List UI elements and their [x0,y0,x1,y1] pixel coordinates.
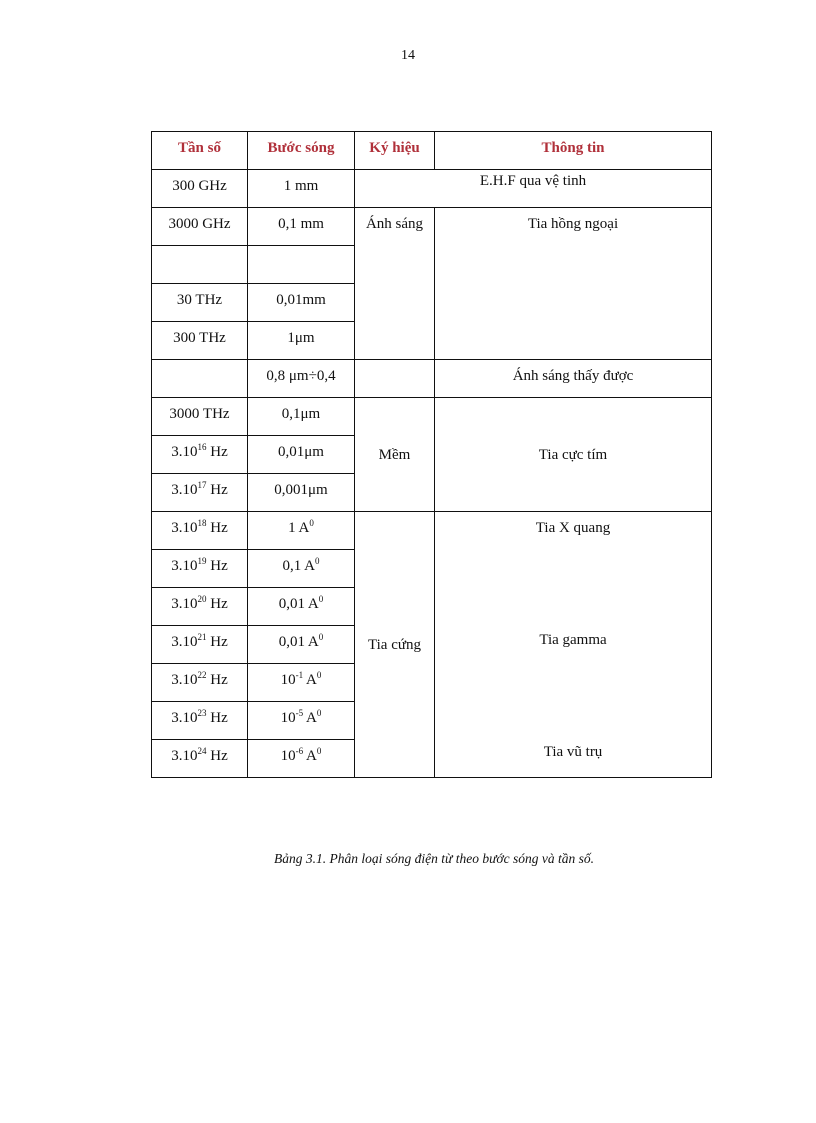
frequency-unit: Hz [206,748,228,764]
info-cell: Tia hồng ngoại [435,208,712,360]
frequency-unit: Hz [206,482,228,498]
wavelength-cell: 0,01mm [248,284,355,322]
frequency-exponent: 16 [197,442,207,452]
header-info: Thông tin [435,132,712,170]
frequency-unit: Hz [206,634,228,650]
frequency-base: 3.10 [171,482,198,498]
frequency-cell [152,436,248,474]
table-row [152,398,712,436]
frequency-cell [152,626,248,664]
wavelength-cell: 0,01μm [248,436,355,474]
wavelength-exponent: 0 [316,746,322,756]
table-header-row [152,132,712,170]
frequency-base: 3.10 [171,444,198,460]
wavelength-cell: 0,8 μm÷0,4 [248,360,355,398]
table-row [152,512,712,550]
header-frequency: Tần số [152,132,248,170]
info-spacer [437,656,709,736]
frequency-cell [152,512,248,550]
info-cell: Tia cực tím [435,398,712,512]
frequency-unit: Hz [206,710,228,726]
wavelength-cell [248,664,355,702]
wavelength-cell [248,626,355,664]
table-row [152,170,712,208]
frequency-base: 3.10 [171,748,198,764]
header-wavelength: Bước sóng [248,132,355,170]
wavelength-base: 0,1 A [282,558,315,574]
frequency-unit: Hz [206,596,228,612]
wavelength-exponent: 0 [318,594,324,604]
frequency-exponent: 24 [197,746,207,756]
symbol-cell: Tia cứng [355,512,435,778]
info-xray: Tia X quang [535,520,611,536]
frequency-exponent: 18 [197,518,207,528]
wavelength-prefix: 10 [280,710,296,726]
frequency-cell: 3000 GHz [152,208,248,246]
table-row [152,360,712,398]
frequency-exponent: 17 [197,480,207,490]
frequency-cell [152,246,248,284]
wavelength-cell [248,702,355,740]
frequency-cell: 3000 THz [152,398,248,436]
frequency-exponent: 23 [197,708,207,718]
frequency-unit: Hz [206,672,228,688]
frequency-cell [152,360,248,398]
wavelength-exponent: 0 [315,556,320,566]
wavelength-base: A [303,748,317,764]
wavelength-base: 0,01 A [278,596,319,612]
info-cell [435,512,712,778]
frequency-unit: Hz [206,520,228,536]
wavelength-cell [248,740,355,778]
wavelength-cell: 0,1 mm [248,208,355,246]
wavelength-exponent: 0 [318,632,324,642]
wavelength-cell: 1 mm [248,170,355,208]
wavelength-prefix-exponent: -1 [295,670,304,680]
header-symbol: Ký hiệu [355,132,435,170]
frequency-exponent: 19 [197,556,207,566]
wavelength-cell: 0,001μm [248,474,355,512]
wavelength-cell: 0,1μm [248,398,355,436]
wavelength-base: A [303,710,317,726]
frequency-cell [152,474,248,512]
frequency-cell: 300 THz [152,322,248,360]
wavelength-exponent: 0 [316,708,322,718]
frequency-cell: 300 GHz [152,170,248,208]
wavelength-cell [248,588,355,626]
frequency-cell [152,702,248,740]
frequency-base: 3.10 [171,520,198,536]
info-cell: Ánh sáng thấy được [435,360,712,398]
info-spacer [437,544,709,624]
frequency-base: 3.10 [171,596,198,612]
symbol-cell [355,360,435,398]
page-number: 14 [401,48,415,63]
wavelength-prefix-exponent: -5 [295,708,304,718]
info-cell: E.H.F qua vệ tinh [355,170,712,208]
spectrum-table [151,131,712,778]
wavelength-prefix: 10 [280,748,296,764]
frequency-base: 3.10 [171,558,198,574]
frequency-cell [152,740,248,778]
frequency-unit: Hz [206,444,228,460]
table-row [152,208,712,246]
wavelength-base: A [303,672,317,688]
frequency-cell [152,588,248,626]
frequency-exponent: 21 [197,632,207,642]
wavelength-exponent: 0 [309,518,314,528]
frequency-cell [152,664,248,702]
symbol-cell: Mềm [355,398,435,512]
frequency-base: 3.10 [171,672,198,688]
frequency-base: 3.10 [171,634,198,650]
wavelength-base: 1 A [288,520,310,536]
wavelength-cell [248,550,355,588]
wavelength-prefix-exponent: -6 [295,746,304,756]
wavelength-base: 0,01 A [278,634,319,650]
wavelength-prefix: 10 [280,672,296,688]
wavelength-cell [248,246,355,284]
symbol-cell: Ánh sáng [355,208,435,360]
frequency-exponent: 22 [197,670,207,680]
frequency-unit: Hz [206,558,228,574]
frequency-cell: 30 THz [152,284,248,322]
wavelength-cell: 1μm [248,322,355,360]
info-cosmic: Tia vũ trụ [543,744,603,760]
frequency-base: 3.10 [171,710,198,726]
info-gamma: Tia gamma [539,632,607,648]
frequency-cell [152,550,248,588]
table-caption: Bảng 3.1. Phân loại sóng điện từ theo bước sóng và tần số. [273,851,595,866]
wavelength-cell [248,512,355,550]
wavelength-exponent: 0 [316,670,322,680]
frequency-exponent: 20 [197,594,207,604]
